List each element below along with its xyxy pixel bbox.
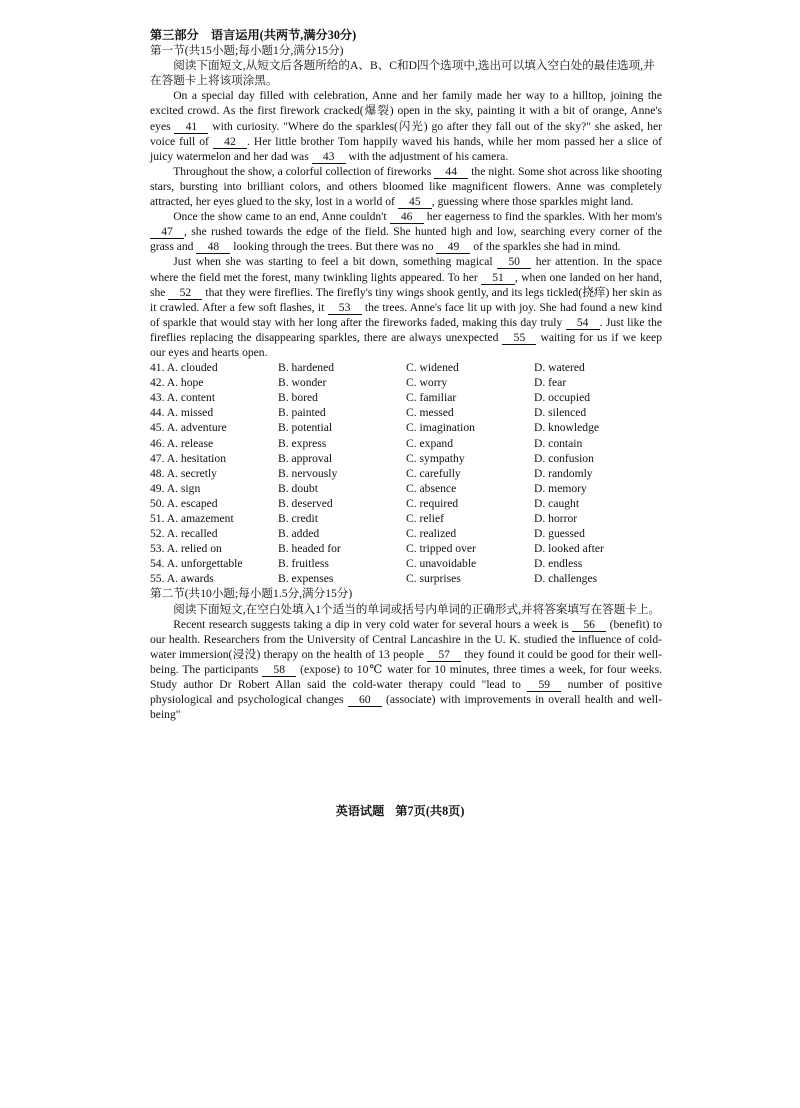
paragraph-text: they found it could be good for their well-being. The participants <box>150 647 662 676</box>
option-a: 41. A. clouded <box>150 361 218 375</box>
paragraph-text: with curiosity. "Where do the sparkles(闪光) go after they fall out of the sky?" she asked, her voice full of <box>150 119 662 148</box>
option-d: D. challenges <box>534 572 598 586</box>
paragraph-text: . Just like the fireflies replacing the disappearing sparkles, there are always unexpected <box>150 315 663 344</box>
option-a: 45. A. adventure <box>150 421 227 435</box>
paragraph-text: the night. Some shot across like shooting stars, bursting into brilliant colors, and others bloomed like magnificent flowers. Anne was completely attracted, her eyes glued to the sky, lost in a world of <box>150 164 662 209</box>
paragraph-text: the trees. Anne's face lit up with joy. She had found a new kind of sparkle that would stay with her long after the fireworks faded, making this day truly <box>150 300 662 329</box>
option-d: D. confusion <box>534 451 594 465</box>
option-d: D. memory <box>534 481 587 495</box>
paragraph-text: Throughout the show, a colorful collection of fireworks <box>173 164 432 178</box>
option-c: C. unavoidable <box>406 557 477 571</box>
blank-42: 42 <box>213 135 247 149</box>
option-c: C. expand <box>406 436 454 450</box>
option-b: B. express <box>278 436 327 450</box>
paragraph-text: . Her little brother Tom happily waved his hands, while her mom passed her a slice of juicy watermelon and her dad was <box>150 134 662 163</box>
option-b: B. wonder <box>278 376 327 390</box>
option-a: 49. A. sign <box>150 481 201 495</box>
paragraph-text: waiting for us if we keep our eyes and hearts open. <box>150 330 662 359</box>
option-row <box>150 360 662 375</box>
blank-55: 55 <box>502 331 536 345</box>
option-a: 55. A. awards <box>150 572 214 586</box>
option-d: D. silenced <box>534 406 587 420</box>
option-a: 42. A. hope <box>150 376 204 390</box>
option-a: 44. A. missed <box>150 406 214 420</box>
passage-paragraph-3 <box>150 209 662 254</box>
blank-45: 45 <box>398 195 432 209</box>
option-b: B. credit <box>278 512 318 525</box>
section2-instruction: 阅读下面短文,在空白处填入1个适当的单词或括号内单词的正确形式,并将答案填写在答题卡上。 <box>173 602 661 616</box>
option-a: 46. A. release <box>150 436 214 450</box>
option-c: C. worry <box>406 376 448 390</box>
option-row <box>150 571 662 586</box>
blank-44: 44 <box>434 165 468 179</box>
option-row <box>150 511 662 526</box>
option-c: C. tripped over <box>406 542 476 556</box>
blank-57: 57 <box>427 648 461 662</box>
page-footer <box>0 802 800 819</box>
option-row <box>150 420 662 435</box>
option-a: 52. A. recalled <box>150 527 218 541</box>
option-row <box>150 375 662 390</box>
blank-53: 53 <box>328 301 362 315</box>
paragraph-text: (associate) with improvements in overall health and well-being" <box>150 693 662 722</box>
option-d: D. randomly <box>534 466 593 480</box>
option-b: B. bored <box>278 391 318 405</box>
part-title: 第三部分 语言运用(共两节,满分30分) <box>150 28 357 42</box>
option-row <box>150 466 662 481</box>
blank-51: 51 <box>481 271 515 285</box>
option-a: 48. A. secretly <box>150 466 217 480</box>
passage-paragraph-1 <box>150 88 662 163</box>
blank-52: 52 <box>168 286 202 300</box>
option-row <box>150 436 662 451</box>
option-d: D. looked after <box>534 542 604 556</box>
blank-43: 43 <box>312 150 346 164</box>
option-c: C. sympathy <box>406 451 465 465</box>
paragraph-text: , when one landed on her hand, she <box>150 270 663 299</box>
option-b: B. deserved <box>278 496 333 510</box>
paragraph-text: looking through the trees. But there was no <box>233 240 434 254</box>
blank-58: 58 <box>262 663 296 677</box>
option-c: C. required <box>406 496 459 510</box>
option-c: C. widened <box>406 361 459 375</box>
option-c: C. relief <box>406 512 444 525</box>
option-b: B. doubt <box>278 481 318 495</box>
option-row <box>150 526 662 541</box>
option-row <box>150 496 662 511</box>
passage-paragraph-4 <box>150 254 662 360</box>
option-b: B. added <box>278 527 320 541</box>
option-d: D. occupied <box>534 391 591 405</box>
option-row <box>150 390 662 405</box>
blank-46: 46 <box>390 210 424 224</box>
option-row <box>150 556 662 571</box>
option-d: D. caught <box>534 496 580 510</box>
option-b: B. nervously <box>278 466 338 480</box>
blank-60: 60 <box>348 693 382 707</box>
exam-content <box>150 28 662 722</box>
option-c: C. messed <box>406 406 454 420</box>
paragraph-text: (expose) to 10℃ water for 10 minutes, three times a week, for four weeks. Study author Dr Robert Allan said the cold-water therapy could "lead to <box>150 662 662 692</box>
paragraph-text: her eagerness to find the sparkles. With her mom's <box>426 210 662 224</box>
paragraph-text: Recent research suggests taking a dip in very cold water for several hours a week is <box>173 617 569 631</box>
option-c: C. imagination <box>406 421 475 435</box>
section2-heading: 第二节(共10小题;每小题1.5分,满分15分) <box>150 587 353 601</box>
option-d: D. knowledge <box>534 421 600 435</box>
paragraph-text: with the adjustment of his camera. <box>348 149 509 163</box>
blank-49: 49 <box>436 240 470 254</box>
paragraph-text: of the sparkles she had in mind. <box>473 240 621 254</box>
option-d: D. horror <box>534 512 578 525</box>
paragraph-text: , she rushed towards the edge of the field. She hunted high and low, searching every corner of the grass and <box>150 225 662 254</box>
blank-59: 59 <box>527 678 561 692</box>
paragraph-text: (benefit) to our health. Researchers from the University of Central Lancashire in the U. K. studied the influence of cold-water immersion(浸没) therapy on the health of 13 people <box>150 617 663 661</box>
option-c: C. familiar <box>406 391 457 405</box>
paragraph-text: Once the show came to an end, Anne couldn't <box>173 210 387 224</box>
footer-subject: 英语试题 <box>335 804 385 818</box>
option-b: B. expenses <box>278 572 334 586</box>
paragraph-text: On a special day filled with celebration, Anne and her family made her way to a hilltop, joining the excited crowd. As the first firework cracked(爆裂) open in the sky, painting it with a bit of orange, Anne's eyes <box>150 89 662 133</box>
option-a: 53. A. relied on <box>150 542 222 556</box>
option-d: D. guessed <box>534 527 585 541</box>
option-row <box>150 481 662 496</box>
option-row <box>150 451 662 466</box>
option-b: B. hardened <box>278 361 335 375</box>
option-c: C. absence <box>406 481 457 495</box>
option-d: D. contain <box>534 436 583 450</box>
blank-54: 54 <box>566 316 600 330</box>
paragraph-text: , guessing where those sparkles might land. <box>431 195 634 209</box>
grammar-passage <box>150 617 662 723</box>
blank-50: 50 <box>497 255 531 269</box>
paragraph-text: her attention. In the space where the field met the forest, many twinkling lights appeared. To her <box>150 255 662 284</box>
paragraph-text: that they were fireflies. The firefly's tiny wings shook gently, and its legs tickled(挠痒) her skin as it crawled. After a few soft flashes, it <box>150 285 662 314</box>
option-b: B. potential <box>278 421 333 435</box>
option-a: 54. A. unforgettable <box>150 557 243 571</box>
passage-paragraph-2 <box>150 164 662 209</box>
option-b: B. headed for <box>278 542 341 556</box>
section1-instruction: 阅读下面短文,从短文后各题所给的A、B、C和D四个选项中,选出可以填入空白处的最佳选项,并在答题卡上将该项涂黑。 <box>150 59 655 88</box>
option-d: D. endless <box>534 557 583 571</box>
option-a: 51. A. amazement <box>150 512 234 525</box>
blank-41: 41 <box>174 120 208 134</box>
blank-47: 47 <box>150 225 184 239</box>
option-d: D. fear <box>534 376 567 390</box>
option-b: B. approval <box>278 451 333 465</box>
footer-page-number: 第7页(共8页) <box>395 804 465 818</box>
options-list <box>150 360 662 586</box>
option-row <box>150 541 662 556</box>
paragraph-text: Just when she was starting to feel a bit down, something magical <box>173 255 493 269</box>
option-a: 47. A. hesitation <box>150 451 226 465</box>
blank-48: 48 <box>196 240 230 254</box>
option-a: 50. A. escaped <box>150 496 218 510</box>
option-row <box>150 405 662 420</box>
paragraph-text: number of positive physiological and psychological changes <box>150 678 662 707</box>
option-a: 43. A. content <box>150 391 216 405</box>
option-b: B. fruitless <box>278 557 329 571</box>
option-b: B. painted <box>278 406 326 420</box>
option-c: C. carefully <box>406 466 461 480</box>
option-c: C. realized <box>406 527 457 541</box>
option-c: C. surprises <box>406 572 461 586</box>
section1-heading: 第一节(共15小题;每小题1分,满分15分) <box>150 44 344 58</box>
blank-56: 56 <box>572 618 606 632</box>
option-d: D. watered <box>534 361 585 375</box>
